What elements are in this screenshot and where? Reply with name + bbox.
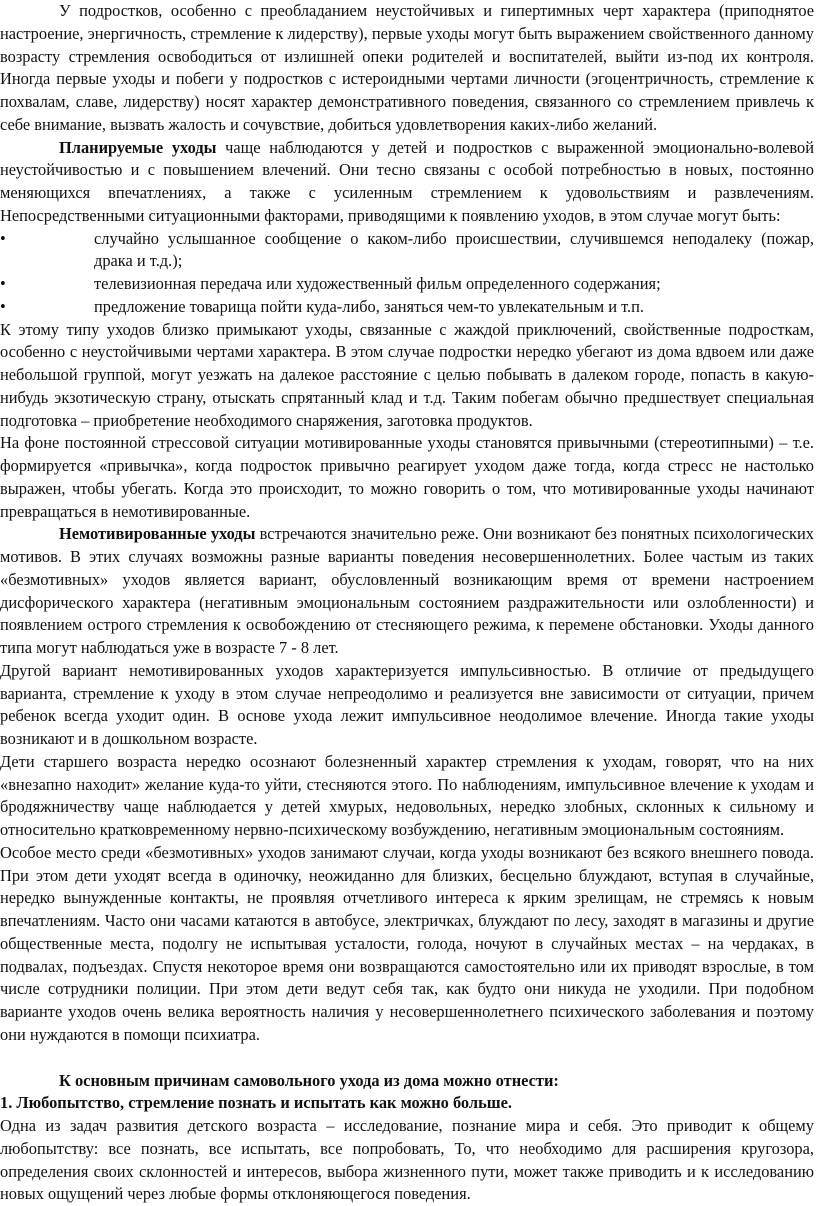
section-heading: К основным причинам самовольного ухода из дома можно отнести: [59, 1070, 559, 1090]
paragraph-curiosity: Одна из задач развития детского возраста – исследование, познание мира и себя. Это приводит к общему любопытству: все познать, все испытать, все попробовать, То, что необходимо для расширения кругозора, определения своих склонностей и интересов, выбора жизненного пути, может также приводить и к исследованию новых ощущений через любые формы отклоняющегося поведения. [0, 1116, 814, 1204]
paragraph-unmotivated-escapes-text: встречаются значительно реже. Они возникают без понятных психологических мотивов. В этих случаях возможны разные варианты поведения несовершеннолетних. Более частым из таких «безмотивных» уходов является вариант, обусловленный возникающим время от времени настроением дисфорического характера (негативным эмоциональным состоянием раздражительности или озлобленности) и появлением острого стремления к освобождению от стесняющего режима, к перемене обстановки. Уходы данного типа могут наблюдаться уже в возрасте 7 - 8 лет. [0, 524, 814, 657]
list-item [0, 228, 814, 274]
bullet-mark: • [0, 228, 6, 248]
spacer [0, 1047, 814, 1070]
list-item-text: случайно услышанное сообщение о каком-либо происшествии, случившемся неподалеку (пожар, драка и т.д.); [94, 228, 814, 271]
paragraph-unmotivated-escapes [0, 523, 814, 660]
paragraph-impulsive-variant: Другой вариант немотивированных уходов характеризуется импульсивностью. В отличие от предыдущего варианта, стремление к уходу в этом случае непреодолимо и реализуется вне зависимости от ситуации, причем ребенок всегда уходит один. В основе ухода лежит импульсивное неодолимое влечение. Иногда такие уходы возникают и в дошкольном возрасте. [0, 660, 814, 748]
list-item [0, 296, 814, 319]
paragraph-older-children: Дети старшего возраста нередко осознают болезненный характер стремления к уходам, говорят, что на них «внезапно находит» желание куда-то уйти, стесняются этого. По наблюдениям, импульсивное влечение к уходам и бродяжничеству чаще наблюдается у детей хмурых, недовольных, нередко злобных, склонных к сильному и относительно кратковременному нервно-психическому возбуждению, негативным эмоциональным состояниям. [0, 751, 814, 839]
bullet-mark: • [0, 274, 6, 293]
list-item [0, 273, 814, 296]
paragraph-special-cases: Особое место среди «безмотивных» уходов занимают случаи, когда уходы возникают без всякого внешнего повода. При этом дети уходят всегда в одиночку, неожиданно для близких, бесцельно блуждают, вступая в случайные, нередко вынужденные контакты, не проявляя отчетливого интереса к ярким зрелищам, не стремясь к новым впечатлениям. Часто они часами катаются в автобусе, электричках, блуждают по лесу, заходят в магазины и другие общественные места, подолгу не испытывая усталости, голода, ночуют в случайных местах – на чердаках, в подвалах, подъездах. Спустя некоторое время они возвращаются самостоятельно или их приводят взрослые, в том числе сотрудники полиции. При этом дети ведут себя так, как будто они никуда не уходили. При подобном варианте уходов очень велика вероятность наличия у несовершеннолетнего психического заболевания и поэтому они нуждаются в помощи психиатра. [0, 842, 814, 1044]
list-item-text: телевизионная передача или художественный фильм определенного содержания; [94, 274, 661, 293]
paragraph-planned-escapes-text: чаще наблюдаются у детей и подростков с выраженной эмоционально-волевой неустойчивостью и с повышением влечений. Они тесно связаны с особой потребностью в новых, постоянно меняющихся впечатлениях, а также с усиленным стремлением к удовольствиям и развлечениям. Непосредственными ситуационными факторами, приводящими к появлению уходов, в этом случае могут быть: [0, 137, 814, 225]
term-planned-escapes: Планируемые уходы [59, 137, 217, 157]
bullet-mark: • [0, 296, 6, 316]
paragraph-teen-first-escapes: У подростков, особенно с преобладанием неустойчивых и гипертимных черт характера (приподнятое настроение, энергичность, стремление к лидерству), первые уходы могут быть выражением свойственного данному возрасту стремления освободиться от излишней опеки родителей и воспитателей, выйти из-под их контроля. Иногда первые уходы и побеги у подростков с истероидными чертами личности (эгоцентричность, стремление к похвалам, славе, лидерству) носят характер демонстративного поведения, связанного со стремлением привлечь к себе внимание, вызвать жалость и сочувствие, добиться удовлетворения каких-либо желаний. [0, 1, 814, 134]
subheading-curiosity: 1. Любопытство, стремление познать и испытать как можно больше. [0, 1093, 512, 1113]
paragraph-stress-habit: На фоне постоянной стрессовой ситуации мотивированные уходы становятся привычными (стереотипными) – т.е. формируется «привычка», когда подросток привычно реагирует уходом даже тогда, когда стресс не настолько выражен, чтобы убегать. Когда это происходит, то можно говорить о том, что мотивированные уходы начинают превращаться в немотивированные. [0, 433, 814, 521]
paragraph-planned-escapes [0, 137, 814, 228]
list-item-text: предложение товарища пойти куда-либо, заняться чем-то увлекательным и т.п. [94, 296, 644, 316]
paragraph-adventure-escapes: К этому типу уходов близко примыкают уходы, связанные с жаждой приключений, свойственные подросткам, особенно с неустойчивыми чертами характера. В этом случае подростки нередко убегают из дома вдвоем или даже небольшой группой, могут уезжать на далекое расстояние с целью побывать в далеком городе, попасть в какую-нибудь экзотическую страну, отыскать спрятанный клад и т.д. Таким побегам обычно предшествует специальная подготовка – приобретение необходимого снаряжения, заготовка продуктов. [0, 319, 814, 430]
term-unmotivated-escapes: Немотивированные уходы [59, 524, 256, 544]
